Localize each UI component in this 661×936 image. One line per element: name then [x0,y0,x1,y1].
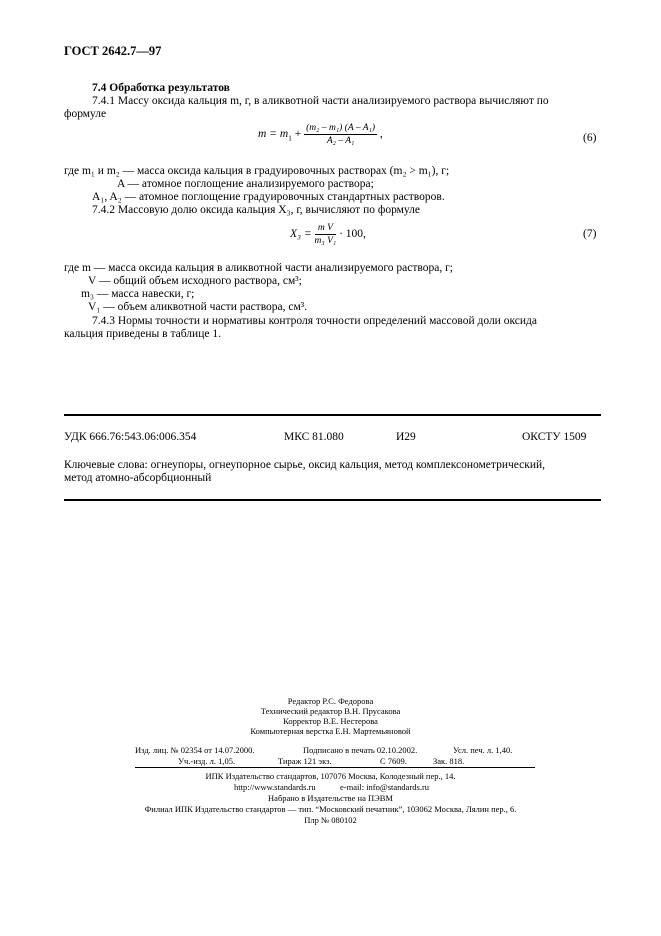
formula-6-denominator: A₂ – A₁ [326,136,355,146]
paragraph-7-4-3-cont: кальция приведены в таблице 1. [64,328,221,340]
imprint-order: Зак. 818. [433,756,465,766]
imprint-branch: Филиал ИПК Издательство стандартов — тип. “Московский печатник”, 103062 Москва, Лялин пер., 6. [144,804,517,814]
where-1-line-2: A — атомное поглощение анализируемого раствора; [117,178,374,190]
document-id: ГОСТ 2642.7—97 [64,44,162,58]
imprint-license: Изд. лиц. № 02354 от 14.07.2000. [135,745,255,755]
formula-6-fraction [304,123,377,146]
paragraph-7-4-3: 7.4.3 Нормы точности и нормативы контроля точности определений массовой доли оксида [92,315,537,327]
imprint-plr: Плр № 080102 [304,815,357,825]
imprint-layout: Компьютерная верстка Е.Н. Мартемьяновой [250,726,411,736]
formula-7-number: (7) [583,228,597,240]
where-2-line-3: m₃ — масса навески, г; [81,288,195,300]
keywords-line-1: Ключевые слова: огнеупоры, огнеупорное сырье, оксид кальция, метод комплексонометрический, [64,459,546,471]
imprint-editor: Редактор Р.С. Федорова [287,696,374,706]
imprint-tech-editor: Технический редактор В.Н. Прусакова [260,706,401,716]
imprint-corrector: Корректор В.Е. Нестерова [283,716,378,726]
where-1-line-3: A₁, A₂ — атомное поглощение градуировочных стандартных растворов. [92,191,445,203]
where-2-line-2: V — общий объем исходного раствора, см³; [88,275,302,287]
formula-6-numerator: (m₂ – m₁) (A – A₁) [306,123,376,133]
imprint-web: http://www.standards.ru [234,782,316,792]
imprint-divider [135,767,535,768]
udk-code: УДК 666.76:543.06:006.354 [64,431,197,443]
formula-7-denominator: m₃ V₁ [314,236,337,246]
imprint-edition-sheets: Уч.-изд. л. 1,05. [178,756,236,766]
where-1-line-1: где m₁ и m₂ — масса оксида кальция в градуировочных растворах (m₂ > m₁), г; [64,165,450,177]
imprint-signed: Подписано в печать 02.10.2002. [303,745,418,755]
group-code: И29 [396,431,416,443]
top-divider [64,414,601,416]
formula-7 [290,223,366,246]
imprint-sheets: Усл. печ. л. 1,40. [453,745,513,755]
imprint-publisher: ИПК Издательство стандартов, 107076 Москва, Колодезный пер., 14. [205,771,456,781]
formula-7-tail: · 100, [339,228,366,241]
formula-7-numerator: m V [315,223,337,235]
formula-6-number: (6) [583,132,597,144]
imprint-email: e-mail: info@standards.ru [340,782,430,792]
formula-6: $m = m_1$ + $\frac{\text{(m₂ – m₁) (A – A₁)}}{\text{A₂ – A₁}}$ , [258,123,383,146]
formula-7-lhs: X₃ = [290,228,312,241]
imprint-typeset: Набрано в Издательстве на ПЭВМ [268,793,393,803]
paragraph-7-4-2: 7.4.2 Массовую долю оксида кальция X₃, г, вычисляют по формуле [92,204,421,216]
imprint-c-number: С 7609. [380,756,407,766]
mks-code: МКС 81.080 [284,431,344,443]
paragraph-7-4-1-cont: формуле [64,108,107,120]
okstu-code: ОКСТУ 1509 [522,431,587,443]
where-2-line-1: где m — масса оксида кальция в аликвотной части анализируемого раствора, г; [64,262,454,274]
imprint-circulation: Тираж 121 экз. [278,756,332,766]
keywords-line-2: метод атомно-абсорбционный [64,472,212,484]
bottom-divider [64,499,601,501]
paragraph-7-4-1: 7.4.1 Массу оксида кальция m, г, в аликвотной части анализируемого раствора вычисляют по [92,95,549,107]
formula-6-lhs: m = m [258,128,289,141]
where-2-line-4: V₁ — объем аликвотной части раствора, см³. [88,301,308,313]
section-title: 7.4 Обработка результатов [92,82,230,94]
formula-7-fraction [315,223,337,246]
